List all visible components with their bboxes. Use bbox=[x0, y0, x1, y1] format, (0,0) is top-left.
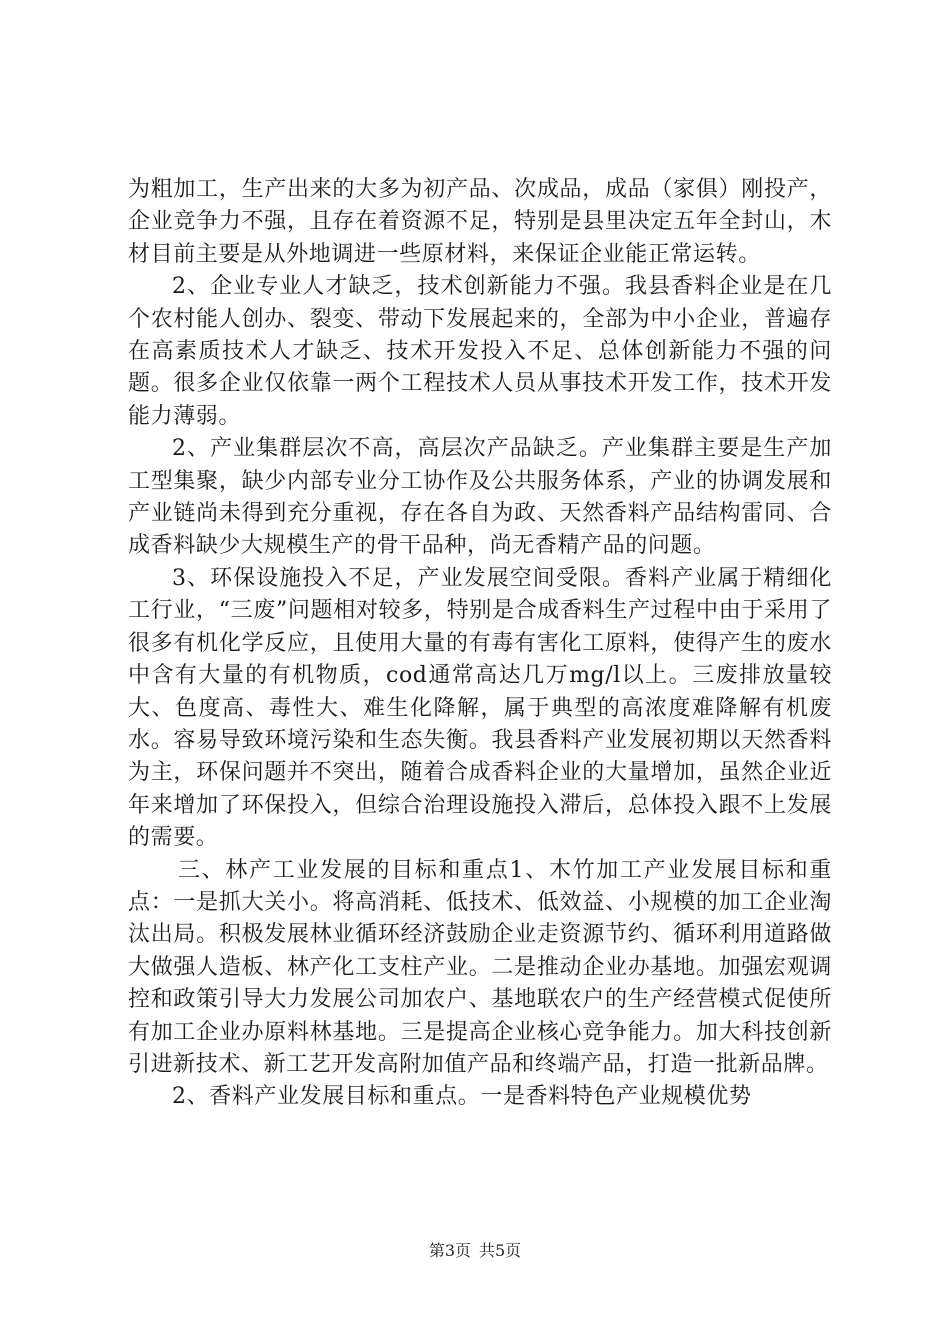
document-body bbox=[128, 174, 832, 1114]
paragraph-industry-cluster: 2、产业集群层次不高，高层次产品缺乏。产业集群主要是生产加工型集聚，缺少内部专业分工协作及公共服务体系，产业的协调发展和产业链尚未得到充分重视，存在各自为政、天然香料产品结构雷同、合成香料缺少大规模生产的骨干品种，尚无香精产品的问题。 bbox=[128, 436, 832, 559]
page-number: 第3页 bbox=[428, 1241, 471, 1260]
paragraph-forestry-goals: 三、林产工业发展的目标和重点1、木竹加工产业发展目标和重点：一是抓大关小。将高消耗、低技术、低效益、小规模的加工企业淘汰出局。积极发展林业循环经济鼓励企业走资源节约、循环利用道路做大做强人造板、林产化工支柱产业。二是推动企业办基地。加强宏观调控和政策引导大力发展公司加农户、基地联农户的生产经营模式促使所有加工企业办原料林基地。三是提高企业核心竞争能力。加大科技创新引进新技术、新工艺开发高附加值产品和终端产品，打造一批新品牌。 bbox=[128, 857, 832, 1077]
paragraph-environmental-protection: 3、环保设施投入不足，产业发展空间受限。香料产业属于精细化工行业，“三废”问题相对较多，特别是合成香料生产过程中由于采用了很多有机化学反应，且使用大量的有毒有害化工原料，使得产生的废水中含有大量的有机物质，cod通常高达几万mg/l以上。三废排放量较大、色度高、毒性大、难生化降解，属于典型的高浓度难降解有机废水。容易导致环境污染和生态失衡。我县香料产业发展初期以天然香料为主，环保问题并不突出，随着合成香料企业的大量增加，虽然企业近年来增加了环保投入，但综合治理设施投入滞后，总体投入跟不上发展的需要。 bbox=[128, 565, 832, 851]
paragraph-talent-shortage: 2、企业专业人才缺乏，技术创新能力不强。我县香料企业是在几个农村能人创办、裂变、带动下发展起来的，全部为中小企业，普遍存在高素质技术人才缺乏、技术开发投入不足、总体创新能力不强的问题。很多企业仅依靠一两个工程技术人员从事技术开发工作，技术开发能力薄弱。 bbox=[128, 274, 832, 429]
page-total: 共5页 bbox=[479, 1241, 522, 1260]
paragraph-spice-goals: 2、香料产业发展目标和重点。一是香料特色产业规模优势 bbox=[172, 1084, 752, 1110]
paragraph-continuation: 为粗加工，生产出来的大多为初产品、次成品，成品（家俱）刚投产，企业竞争力不强，且存在着资源不足，特别是县里决定五年全封山，木材目前主要是从外地调进一些原材料，来保证企业能正常运转。 bbox=[128, 177, 832, 267]
page-footer bbox=[0, 1241, 950, 1261]
